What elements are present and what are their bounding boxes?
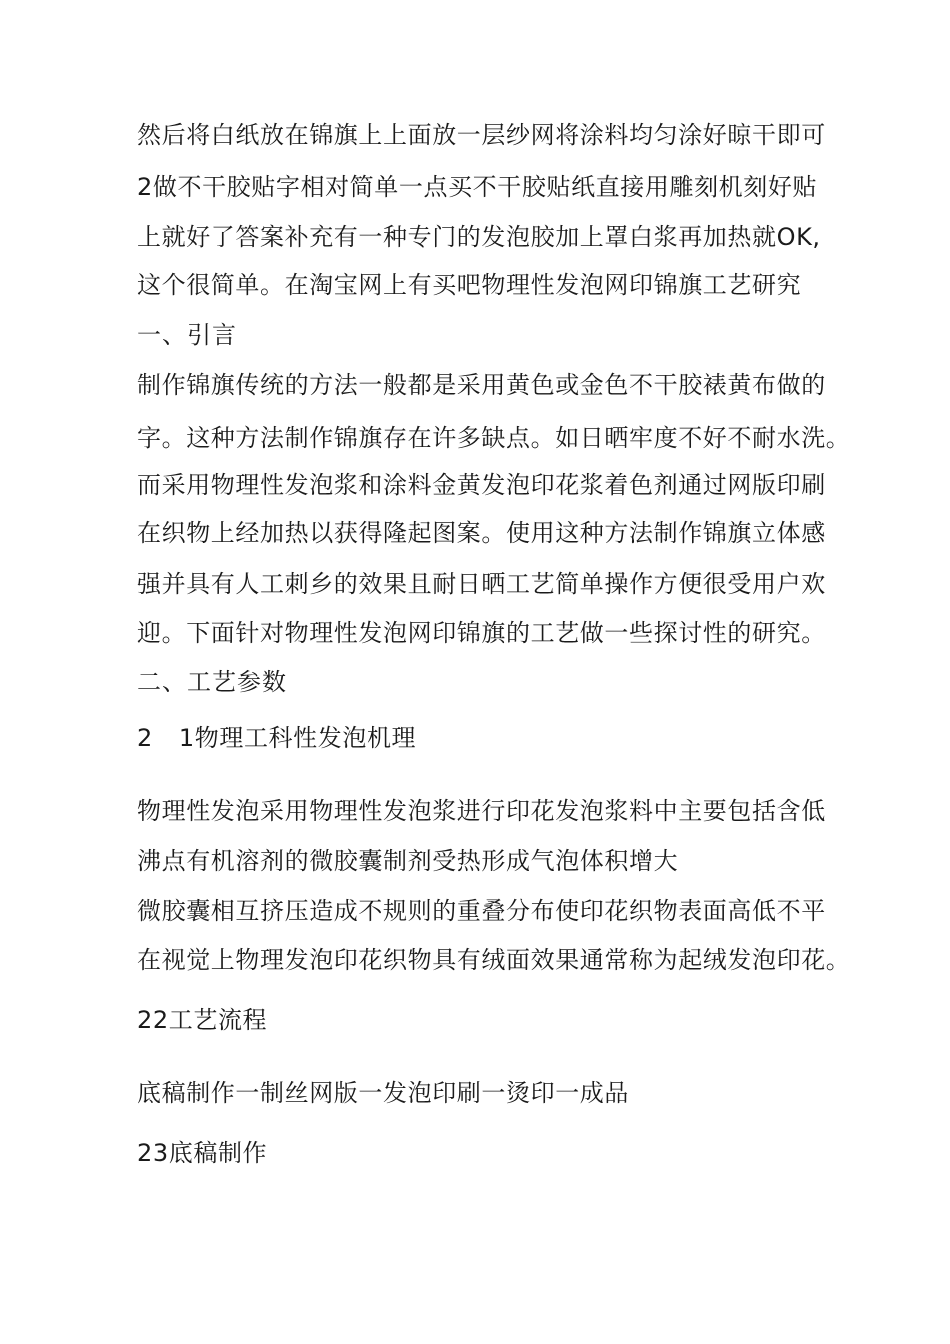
text-line: 强并具有人工刺乡的效果且耐日晒工艺简单操作方便很受用户欢 [137,570,826,598]
text-line: 在视觉上物理发泡印花织物具有绒面效果通常称为起绒发泡印花。 [137,946,851,974]
text-line: 在织物上经加热以获得隆起图案。使用这种方法制作锦旗立体感 [137,519,826,547]
section-heading-process-parameters: 二、工艺参数 [137,668,287,696]
subsection-title: 1物理工科性发泡机理 [178,724,417,752]
section-heading-introduction: 一、引言 [137,321,237,349]
subsection-number: 2 [137,724,153,752]
text-line: 底稿制作一制丝网版一发泡印刷一烫印一成品 [137,1079,629,1107]
text-line: 然后将白纸放在锦旗上上面放一层纱网将涂料均匀涂好晾干即可 [137,121,826,149]
text-line: 上就好了答案补充有一种专门的发泡胶加上罩白浆再加热就OK, [137,223,821,251]
subsection-heading-2-2: 22工艺流程 [137,1006,268,1034]
text-line: 2做不干胶贴字相对简单一点买不干胶贴纸直接用雕刻机刻好贴 [137,173,818,201]
text-line: 迎。下面针对物理性发泡网印锦旗的工艺做一些探讨性的研究。 [137,619,826,647]
subsection-heading-2-1 [137,723,857,753]
text-line: 微胶囊相互挤压造成不规则的重叠分布使印花织物表面高低不平 [137,897,826,925]
text-line: 这个很简单。在淘宝网上有买吧物理性发泡网印锦旗工艺研究 [137,271,802,299]
text-line: 制作锦旗传统的方法一般都是采用黄色或金色不干胶裱黄布做的 [137,371,826,399]
text-line: 字。这种方法制作锦旗存在许多缺点。如日晒牢度不好不耐水洗。 [137,424,851,452]
text-line: 而采用物理性发泡浆和涂料金黄发泡印花浆着色剂通过网版印刷 [137,471,826,499]
subsection-heading-2-3: 23底稿制作 [137,1139,268,1167]
text-line: 沸点有机溶剂的微胶囊制剂受热形成气泡体积增大 [137,847,679,875]
text-line: 物理性发泡采用物理性发泡浆进行印花发泡浆料中主要包括含低 [137,797,826,825]
